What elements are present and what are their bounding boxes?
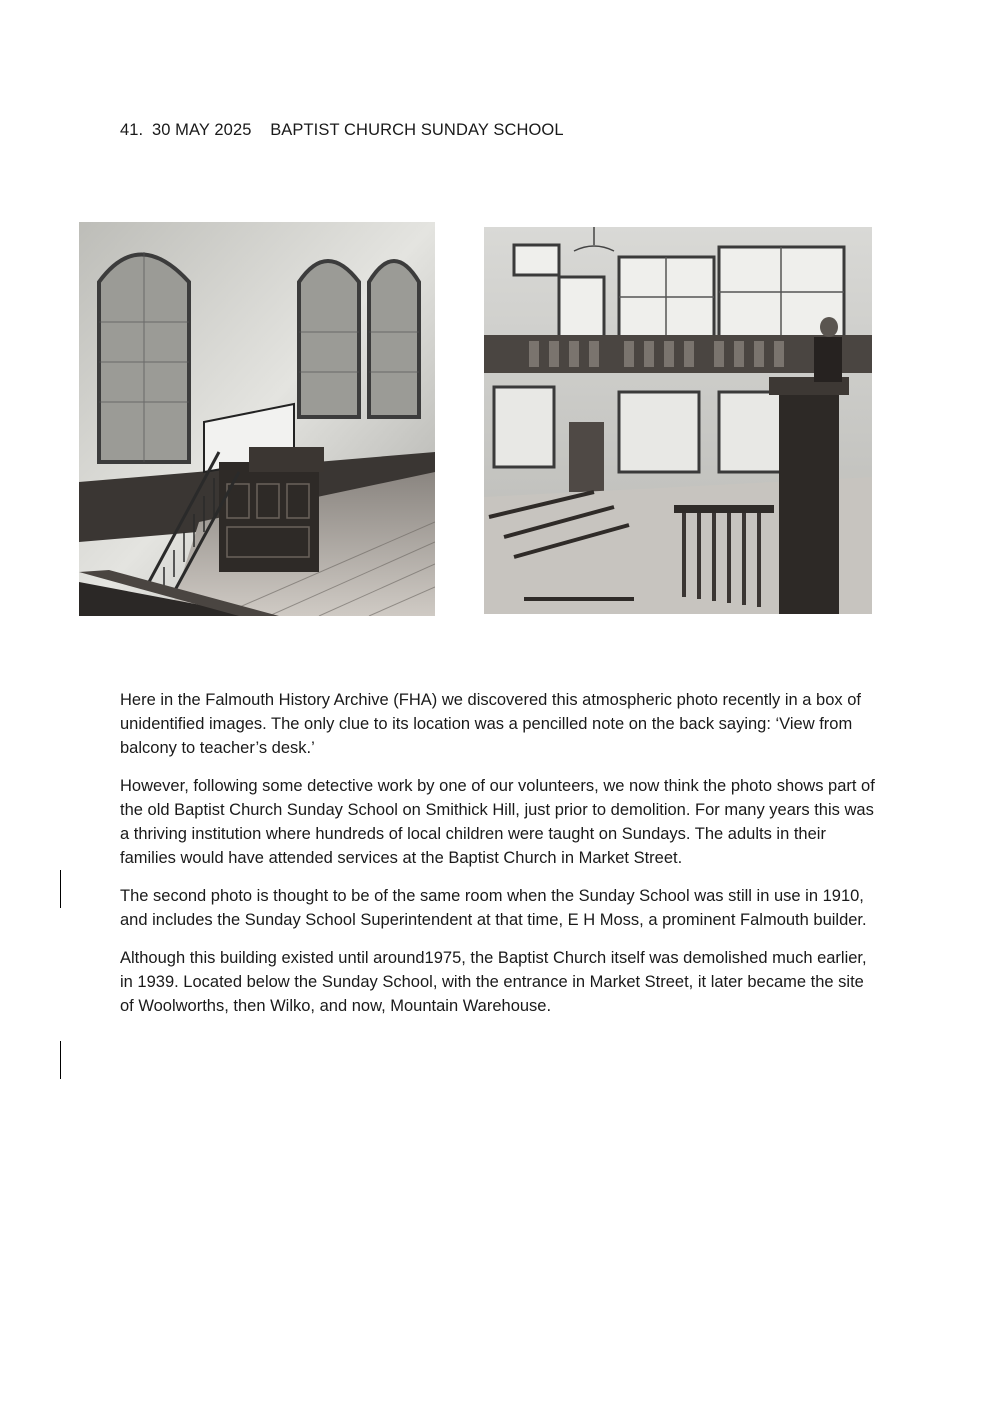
revision-bar — [60, 870, 61, 908]
paragraph-3: The second photo is thought to be of the same room when the Sunday School was still in use in 1910, and includes the Sunday School Superintendent at that time, E H Moss, a prominent Falmouth builder. — [120, 887, 867, 929]
entry-title: BAPTIST CHURCH SUNDAY SCHOOL — [270, 121, 564, 139]
sunday-school-1910-photo — [484, 227, 872, 614]
entry-date: 30 MAY 2025 — [151, 121, 252, 139]
paragraph-1: Here in the Falmouth History Archive (FHA) we discovered this atmospheric photo recently in a box of unidentified images. The only clue to its location was a pencilled note on the back saying: ‘View from balcony to teacher’s desk.’ — [120, 691, 861, 757]
revision-bar — [60, 1041, 61, 1079]
balcony-view-photo — [79, 222, 435, 616]
entry-number: 41. — [120, 121, 144, 139]
paragraph-2: However, following some detective work by one of our volunteers, we now think the photo shows part of the old Baptist Church Sunday School on Smithick Hill, just prior to demolition. For many years this was a thriving institution where hundreds of local children were taught on Sundays. The adults in their families would have attended services at the Baptist Church in Market Street. — [120, 777, 875, 867]
page-header — [120, 121, 568, 140]
article-body — [120, 688, 880, 1032]
paragraph-4: Although this building existed until around1975, the Baptist Church itself was demolished much earlier, in 1939. Located below the Sunday School, with the entrance in Market Street, it later became the site of Woolworths, then Wilko, and now, Mountain Warehouse. — [120, 949, 867, 1015]
